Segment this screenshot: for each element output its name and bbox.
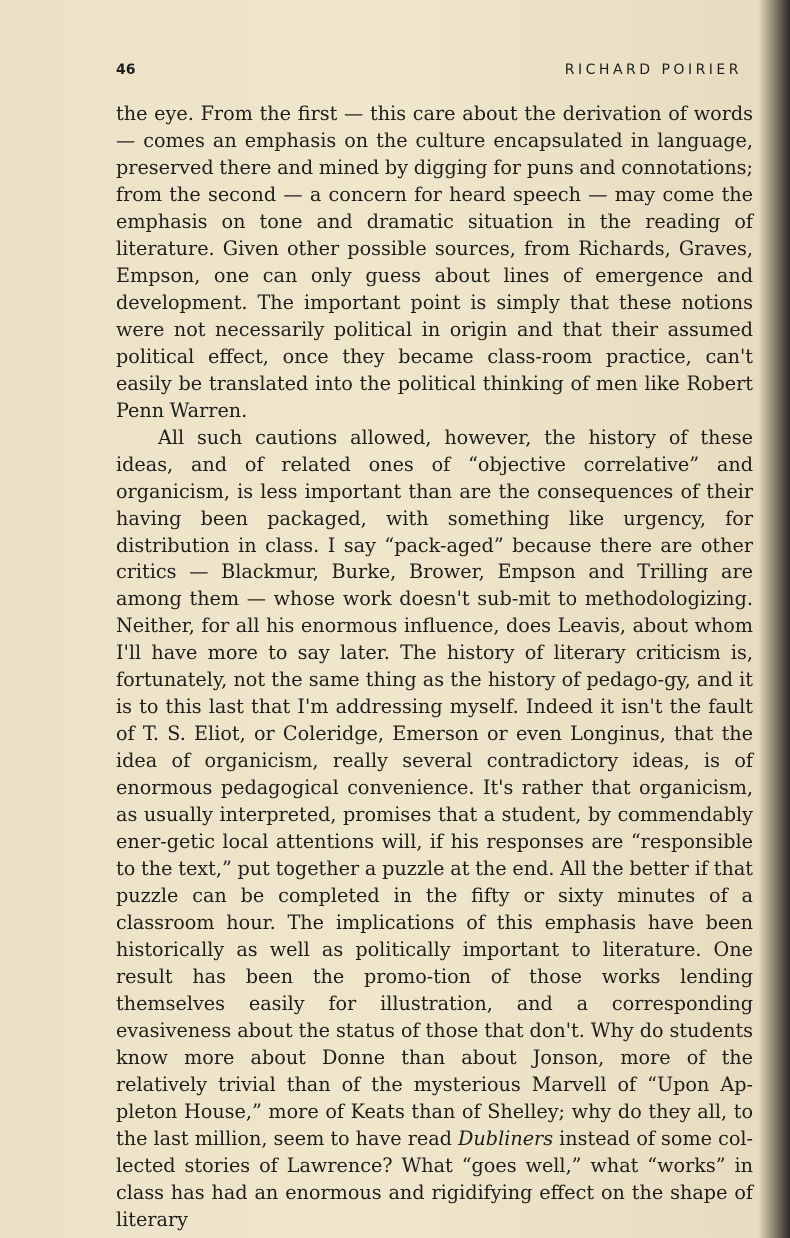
running-head: RICHARD POIRIER <box>564 62 742 78</box>
page-header <box>116 62 742 84</box>
paragraph-2-text: All such cautions allowed, however, the history of these ideas, and of related ones of “objective correlative” and organicism, is less important than are the consequences of their having been packaged, with something like urgency, for distribution in class. I say “pack-aged” because there are other critics — Blackmur, Burke, Brower, Empson and Trilling are among them — whose work doesn't sub-mit to methodologizing. Neither, for all his enormous influence, does Leavis, about whom I'll have more to say later. The history of literary criticism is, fortunately, not the same thing as the history of pedago-gy, and it is to this last that I'm addressing myself. Indeed it isn't the fault of T. S. Eliot, or Coleridge, Emerson or even Longinus, that the idea of organicism, really several contradictory ideas, is of enormous pedagogical convenience. It's rather that organicism, as usually interpreted, promises that a student, by commendably ener-getic local attentions will, if his responses are “responsible to the text,” put together a puzzle at the end. All the better if that puzzle can be completed in the fifty or sixty minutes of a classroom hour. The implications of this emphasis have been historically as well as politically important to literature. One result has been the promo-tion of those works lending themselves easily for illustration, and a corresponding evasiveness about the status of those that don't. Why do students know more about Donne than about Jonson, more of the relatively trivial than of the mysterious Marvell of “Upon Ap-pleton House,” more of Keats than of Shelley; why do they all, to the last million, seem to have read <box>116 425 753 1150</box>
paragraph-2-text-end: instead of some col-lected stories of Lawrence? What “goes well,” what “works” in class has had an enormous and rigidifying effect on the shape of literary <box>116 1126 753 1231</box>
paragraph-2 <box>116 425 753 1234</box>
paragraph-1: the eye. From the first — this care about the derivation of words — comes an emphasis on the culture encapsulated in language, preserved there and mined by digging for puns and connotations; from the second — a concern for heard speech — may come the emphasis on tone and dramatic situation in the reading of literature. Given other possible sources, from Richards, Graves, Empson, one can only guess about lines of emergence and development. The important point is simply that these notions were not necessarily political in origin and that their assumed political effect, once they became class-room practice, can't easily be translated into the political thinking of men like Robert Penn Warren. <box>116 102 753 422</box>
page-number: 46 <box>116 62 136 78</box>
body-text <box>116 101 753 1234</box>
book-title-dubliners: Dubliners <box>458 1126 554 1150</box>
